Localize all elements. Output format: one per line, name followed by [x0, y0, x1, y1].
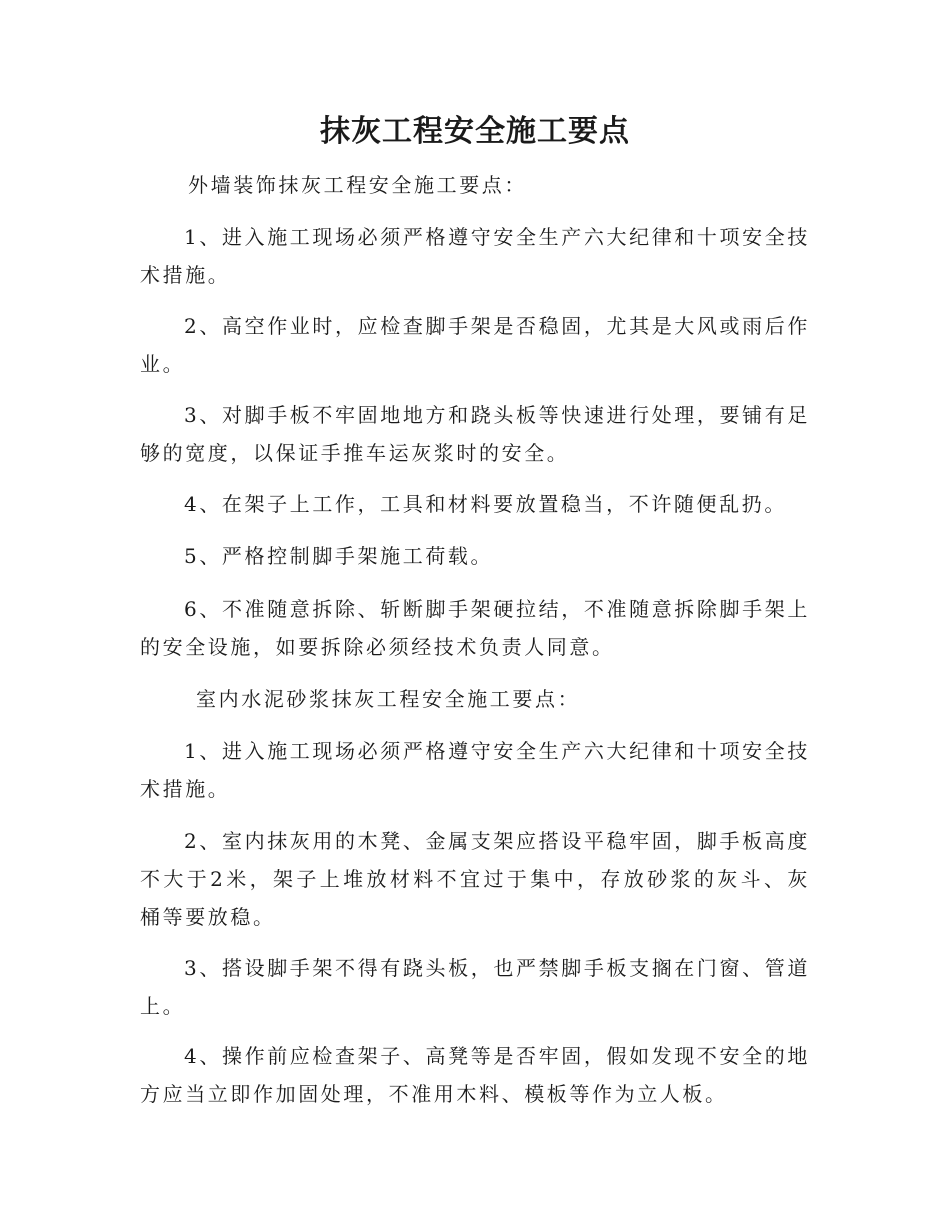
exterior-item-3: 3、对脚手板不牢固地地方和跷头板等快速进行处理，要铺有足够的宽度，以保证手推车运灰浆时的安全。 [140, 403, 810, 465]
interior-item-1: 1、进入施工现场必须严格遵守安全生产六大纪律和十项安全技术措施。 [140, 739, 810, 801]
document-title: 抹灰工程安全施工要点 [320, 114, 630, 149]
interior-item-4: 4、操作前应检查架子、高凳等是否牢固，假如发现不安全的地方应当立即作加固处理，不准用木料、模板等作为立人板。 [140, 1044, 810, 1106]
exterior-item-5: 5、严格控制脚手架施工荷载。 [184, 544, 494, 568]
interior-section-heading: 室内水泥砂浆抹灰工程安全施工要点： [196, 687, 581, 711]
exterior-item-4: 4、在架子上工作，工具和材料要放置稳当，不许随便乱扔。 [184, 492, 787, 516]
interior-item-2: 2、室内抹灰用的木凳、金属支架应搭设平稳牢固，脚手板高度不大于2米，架子上堆放材料不宜过于集中，存放砂浆的灰斗、灰桶等要放稳。 [140, 829, 810, 929]
exterior-item-2: 2、高空作业时，应检查脚手架是否稳固，尤其是大风或雨后作业。 [140, 314, 810, 376]
exterior-section-heading: 外墙装饰抹灰工程安全施工要点： [188, 173, 527, 197]
exterior-item-1: 1、进入施工现场必须严格遵守安全生产六大纪律和十项安全技术措施。 [140, 225, 810, 287]
exterior-item-6: 6、不准随意拆除、斩断脚手架硬拉结，不准随意拆除脚手架上的安全设施，如要拆除必须经技术负责人同意。 [140, 597, 810, 659]
interior-item-3: 3、搭设脚手架不得有跷头板，也严禁脚手板支搁在门窗、管道上。 [140, 956, 810, 1018]
